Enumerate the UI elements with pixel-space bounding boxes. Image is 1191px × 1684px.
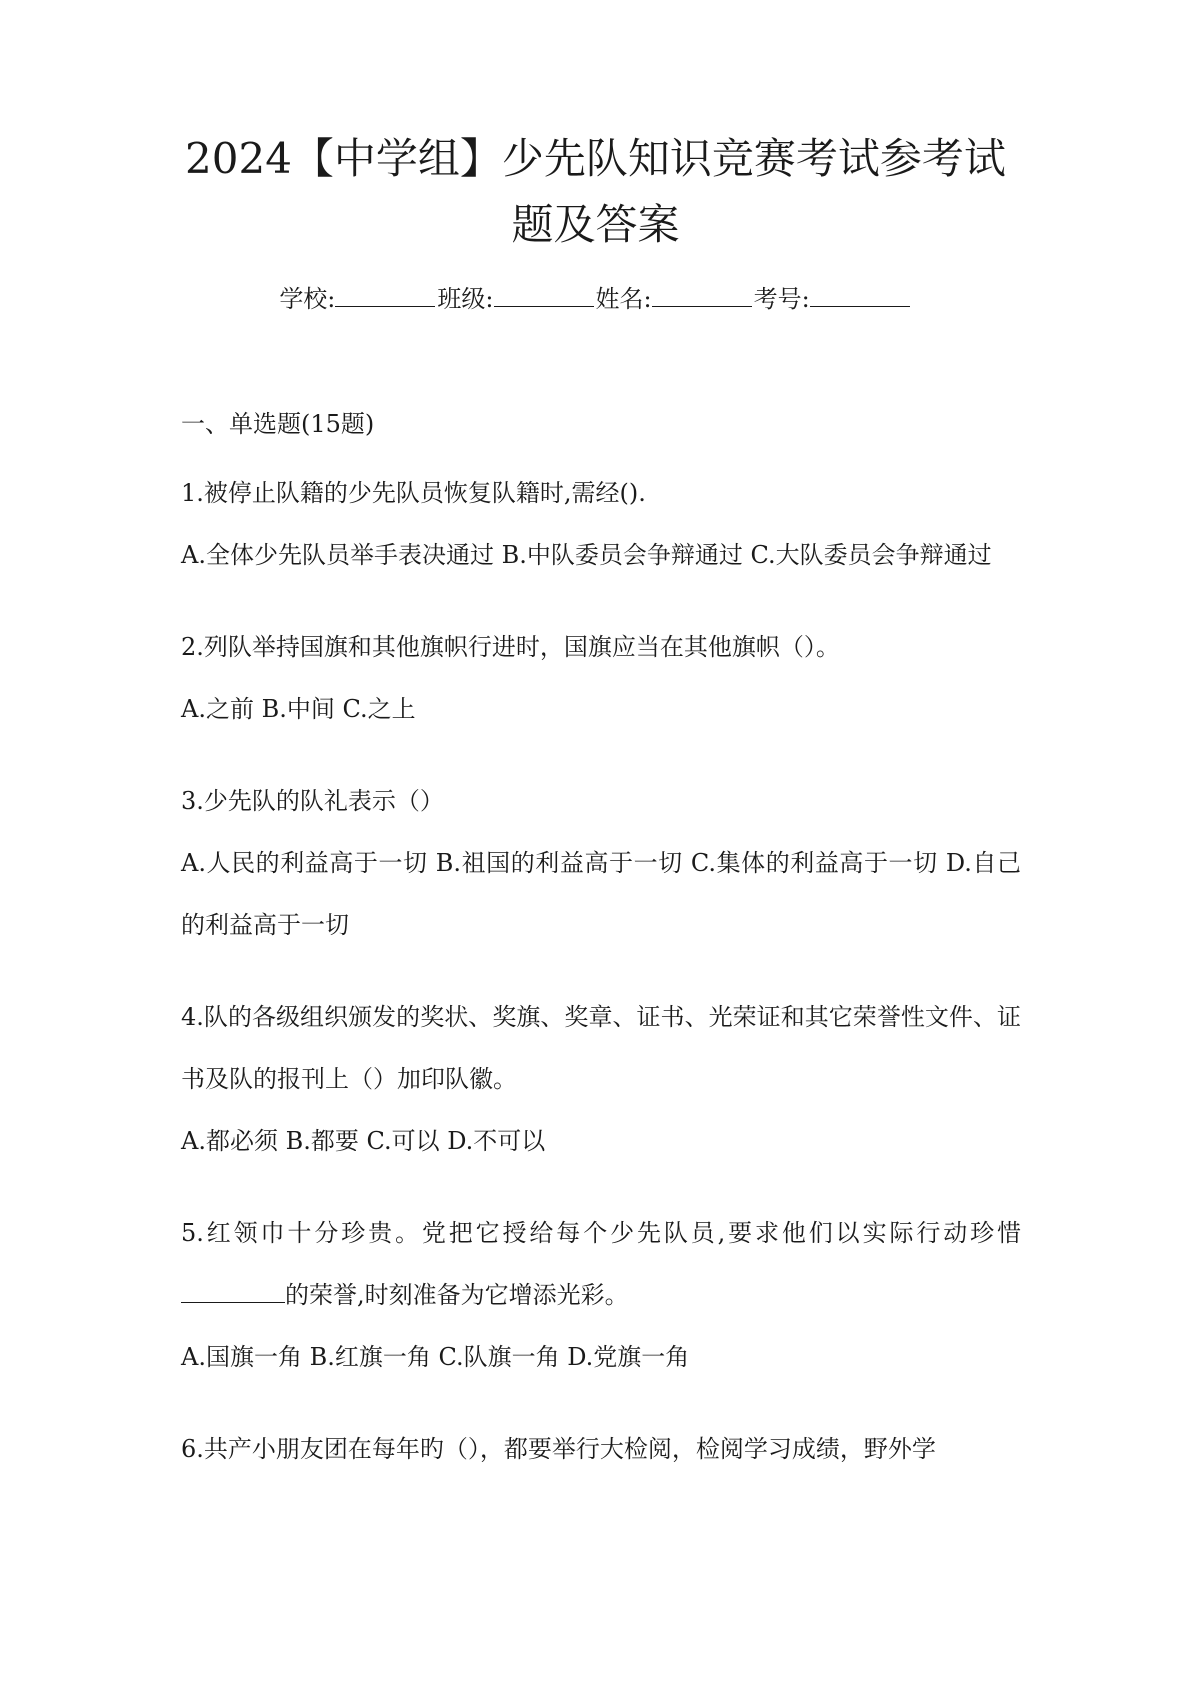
question-options: A.国旗一角 B.红旗一角 C.队旗一角 D.党旗一角 xyxy=(181,1343,690,1371)
question-text-after-blank: 的荣誉,时刻准备为它增添光彩。 xyxy=(285,1281,629,1309)
question-text: 3.少先队的队礼表示（） xyxy=(181,787,444,815)
question-4 xyxy=(181,986,1021,1172)
question-2 xyxy=(181,616,1021,740)
question-5 xyxy=(181,1202,1021,1388)
question-text xyxy=(181,1202,1021,1326)
exam-number-label: 考号: xyxy=(753,285,810,313)
class-label: 班级: xyxy=(437,285,494,313)
school-label: 学校: xyxy=(279,285,336,313)
question-6 xyxy=(181,1418,1021,1480)
school-blank xyxy=(335,278,435,307)
question-options: A.全体少先队员举手表决通过 B.中队委员会争辩通过 C.大队委员会争辩通过 xyxy=(181,541,992,569)
name-blank xyxy=(652,278,752,307)
question-3 xyxy=(181,770,1021,956)
name-label: 姓名: xyxy=(595,285,652,313)
question-text: 6.共产小朋友团在每年旳（），都要举行大检阅，检阅学习成绩，野外学 xyxy=(181,1435,936,1463)
exam-number-blank xyxy=(810,278,910,307)
question-text: 1.被停止队籍的少先队员恢复队籍时,需经(). xyxy=(181,479,646,507)
question-text: 2.列队举持国旗和其他旗帜行进时，国旗应当在其他旗帜（）。 xyxy=(181,633,840,661)
section-heading: 一、单选题(15题) xyxy=(181,410,375,438)
class-blank xyxy=(494,278,594,307)
question-1 xyxy=(181,462,1021,586)
document-title xyxy=(150,126,1041,258)
question-options: A.人民的利益高于一切 B.祖国的利益高于一切 C.集体的利益高于一切 D.自己的利益高于一切 xyxy=(181,849,1021,939)
title-line-2: 题及答案 xyxy=(511,200,680,249)
question-text-before-blank: 5.红领巾十分珍贵。党把它授给每个少先队员,要求他们以实际行动珍惜 xyxy=(181,1219,1021,1247)
fill-in-blank xyxy=(181,1276,285,1303)
student-info-line xyxy=(150,278,1041,319)
question-options: A.之前 B.中间 C.之上 xyxy=(181,695,416,723)
question-text: 4.队的各级组织颁发的奖状、奖旗、奖章、证书、光荣证和其它荣誉性文件、证书及队的报刊上（）加印队徽。 xyxy=(181,1003,1021,1093)
question-list xyxy=(181,462,1021,1510)
title-line-1: 2024【中学组】少先队知识竞赛考试参考试 xyxy=(185,134,1006,183)
question-options: A.都必须 B.都要 C.可以 D.不可以 xyxy=(181,1127,546,1155)
